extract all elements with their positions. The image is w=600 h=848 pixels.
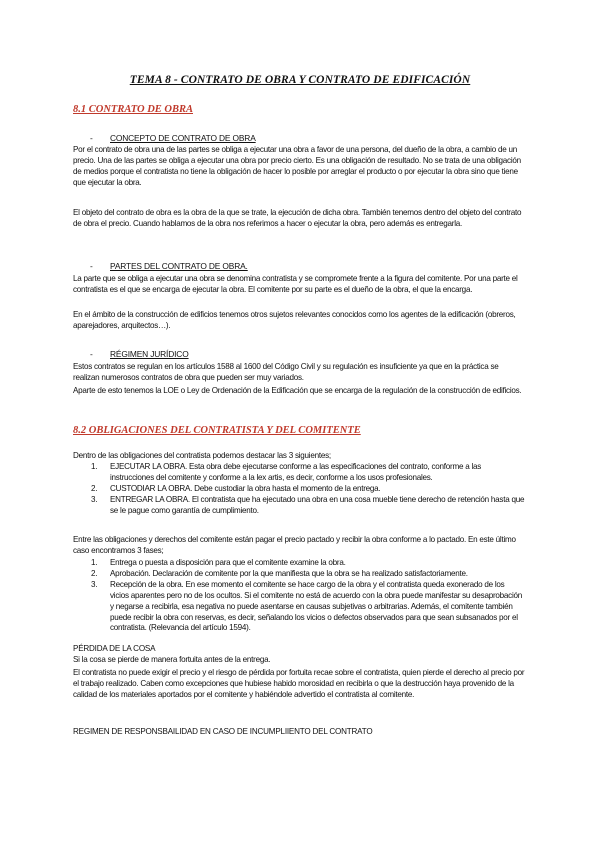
list-item-text: ENTREGAR LA OBRA. El contratista que ha ejecutado una obra en una cosa mueble tiene derecho de retención hasta que se le pague como garantía de cumplimiento.	[110, 494, 525, 515]
list-item-text: Recepción de la obra. En ese momento el comitente se hace cargo de la obra y el contratista queda exonerado de los vicios aparentes pero no de los ocultos. Si el comitente no está de acuerdo con la obra puede manifestar su desaprobación y negarse a recibirla, esa negativa no puede asentarse en causas subjetivas o arbitrarias. Además, el comitente también puede recibir la obra con reservas, es decir, señalando los vicios o defectos observados para que sean subsanados por el contratista. (Relevancia del artículo 1594).	[110, 579, 523, 633]
paragraph-concepto: Por el contrato de obra una de las partes se obliga a ejecutar una obra a favor de una persona, del dueño de la obra, a cambio de un precio. Una de las partes se obliga a ejecutar una obra por precio cierto. Es una obligación de resultado. No se trata de una obligación de medios porque el contratista no tiene la obligación de hacer lo posible por arreglar el producto o por ejecutar la obra sino que tiene que ejecutar la obra.	[73, 145, 521, 187]
paragraph-perdida-1: Si la cosa se pierde de manera fortuita antes de la entrega.	[73, 655, 271, 664]
section-heading-obligaciones: 8.2 OBLIGACIONES DEL CONTRATISTA Y DEL COMITENTE	[73, 425, 361, 436]
list-number: 1.	[91, 462, 98, 471]
subheading-partes	[90, 261, 248, 271]
document-title: TEMA 8 - CONTRATO DE OBRA Y CONTRATO DE EDIFICACIÓN	[129, 74, 471, 86]
list-item	[73, 580, 525, 635]
subheading-concepto	[90, 133, 256, 143]
bullet-dash: -	[90, 349, 93, 359]
paragraph-regimen: Estos contratos se regulan en los artículos 1588 al 1600 del Código Civil y su regulación es insuficiente ya que en la práctica se realizan numerosos contratos de obra que pueden ser muy variados.	[73, 362, 499, 382]
subheading-regimen	[90, 349, 189, 359]
paragraph-partes: La parte que se obliga a ejecutar una obra se denomina contratista y se compromete frente a la figura del comitente. Por una parte el contratista es el que se encarga de ejecutar la obra. El comitente por su parte es el dueño de la obra, el que la encarga.	[73, 274, 518, 294]
paragraph-agentes: En el ámbito de la construcción de edificios tenemos otros sujetos relevantes conocidos como los agentes de la edificación (obreros, aparejadores, arquitectos…).	[73, 310, 516, 330]
list-item-text: EJECUTAR LA OBRA. Esta obra debe ejecutarse conforme a las especificaciones del contrato, conforme a las instrucciones del comitente y conforme a la lex artis, es decir, conforme a los usos profesionales.	[110, 462, 482, 482]
list-item	[73, 558, 525, 569]
subheading-regimen-label: RÉGIMEN JURÍDICO	[110, 349, 189, 359]
paragraph-comitente-intro: Entre las obligaciones y derechos del comitente están pagar el precio pactado y recibir la obra conforme a lo pactado. En este último caso encontramos 3 fases;	[73, 535, 516, 555]
list-number: 3.	[91, 579, 98, 589]
paragraph-perdida-2: El contratista no puede exigir el precio y el riesgo de pérdida por fortuita recae sobre el contratista, quien pierde el derecho al precio por el trabajo realizado. Caben como excepciones que hubiese habido morosidad en recibirla o que la destrucción haya provenido de la calidad de los materiales aportados por el comitente y habiéndole advertido el contratista al comitente.	[73, 668, 525, 699]
subheading-concepto-label: CONCEPTO DE CONTRATO DE OBRA	[110, 133, 256, 143]
list-number: 3.	[91, 494, 98, 504]
list-item	[73, 484, 525, 495]
regimen-responsabilidad-heading: REGIMEN DE RESPONSBAILIDAD EN CASO DE INCUMPLIIENTO DEL CONTRATO	[73, 727, 373, 736]
paragraph-obligaciones-intro: Dentro de las obligaciones del contratista podemos destacar las 3 siguientes;	[73, 451, 331, 460]
subheading-partes-label: PARTES DEL CONTRATO DE OBRA.	[110, 261, 248, 271]
list-number: 1.	[91, 558, 98, 567]
list-item-text: Aprobación. Declaración de comitente por la que manifiesta que la obra se ha realizado satisfactoriamente.	[110, 568, 468, 578]
list-item-text: Entrega o puesta a disposición para que el comitente examine la obra.	[110, 558, 346, 567]
list-item-text: CUSTODIAR LA OBRA. Debe custodiar la obra hasta el momento de la entrega.	[110, 483, 381, 493]
list-number: 2.	[91, 568, 98, 578]
section-heading-contrato-de-obra: 8.1 CONTRATO DE OBRA	[73, 104, 193, 115]
perdida-heading: PÉRDIDA DE LA COSA	[73, 644, 156, 653]
list-number: 2.	[91, 483, 98, 493]
list-item	[73, 569, 525, 580]
list-item	[73, 495, 525, 517]
bullet-dash: -	[90, 261, 93, 271]
paragraph-objeto: El objeto del contrato de obra es la obra de la que se trate, la ejecución de dicha obra. También tenemos dentro del objeto del contrato de obra el precio. Cuando hablamos de la obra nos referimos a hacer o ejecutar la obra, pero además es entregarla.	[73, 208, 522, 228]
contratista-obligations-list	[73, 462, 525, 517]
bullet-dash: -	[90, 133, 93, 143]
list-item	[73, 462, 525, 484]
comitente-phases-list	[73, 558, 525, 634]
paragraph-loe: Aparte de esto tenemos la LOE o Ley de Ordenación de la Edificación que se encarga de la regulación de la construcción de edificios.	[73, 386, 522, 395]
